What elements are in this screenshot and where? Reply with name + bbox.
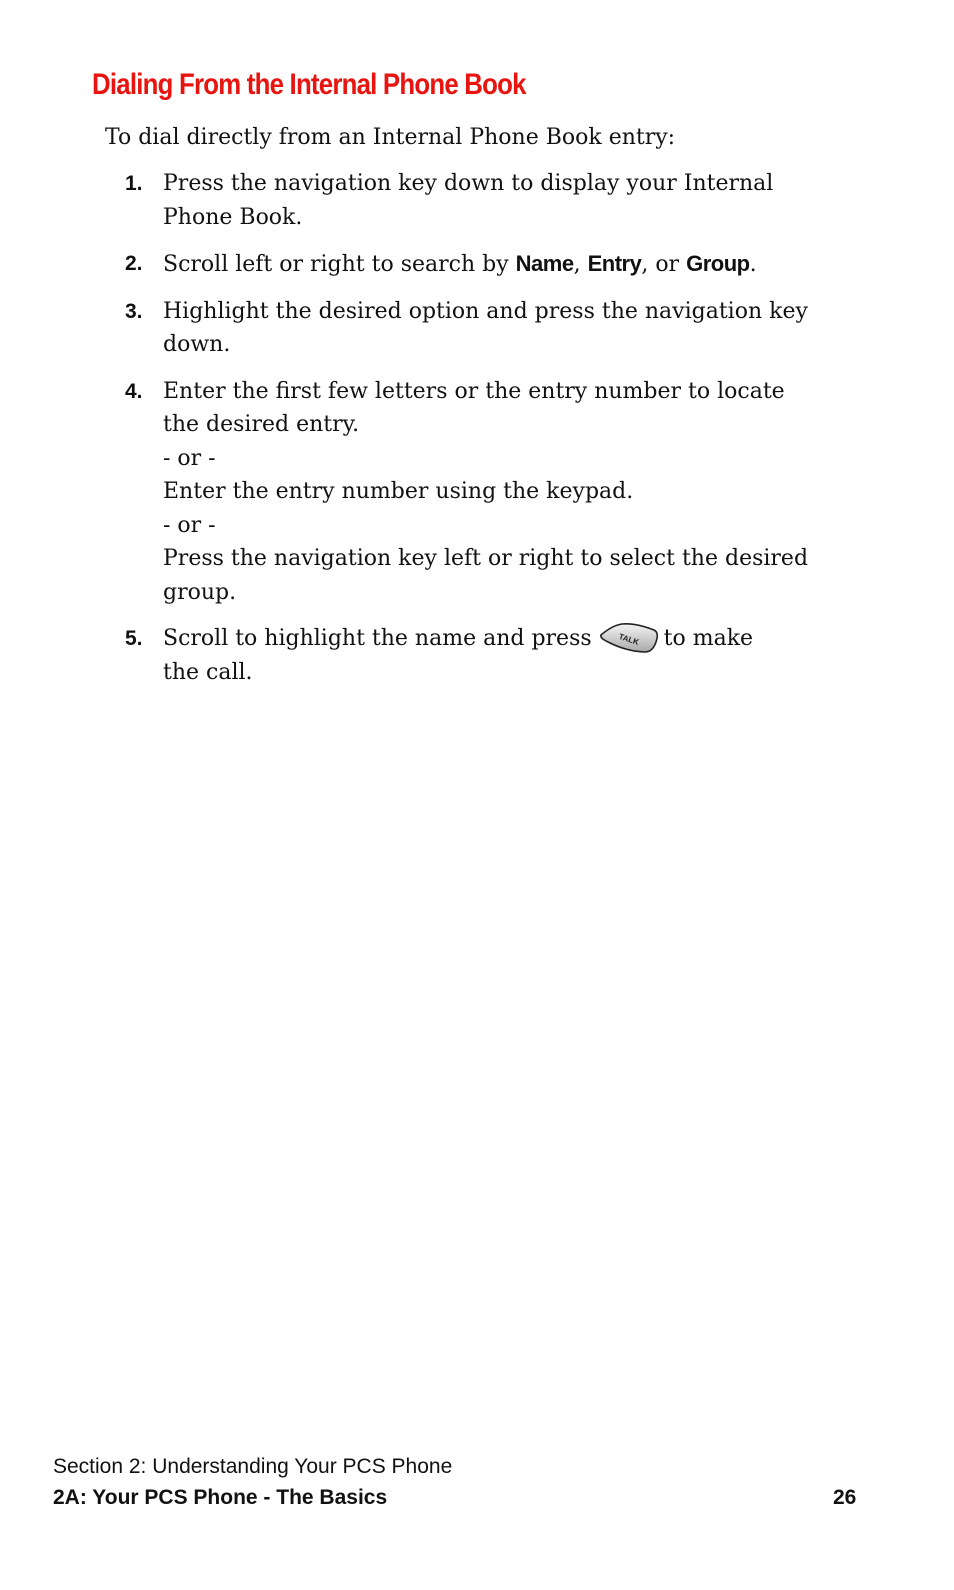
or-separator: - or - (163, 445, 216, 471)
step-text: the desired entry. (163, 412, 360, 437)
step-text: group. (163, 579, 237, 605)
step-number: 4. (125, 379, 143, 403)
section-heading: Dialing From the Internal Phone Book (92, 68, 526, 101)
or-separator: - or - (163, 512, 216, 538)
step-text (163, 247, 825, 282)
step-text: Press the navigation key left or right to select the desired (163, 546, 809, 571)
page-number: 26 (833, 1486, 857, 1509)
step-number: 1. (125, 172, 143, 195)
footer-chapter-title: 2A: Your PCS Phone - The Basics (53, 1486, 388, 1509)
step-text: Press the navigation key down to display your Internal (163, 171, 774, 196)
steps-list (125, 167, 825, 702)
step-text: the call. (163, 659, 253, 685)
step-text: Enter the first few letters or the entry number to locate (163, 378, 785, 404)
step-text-part: to make (663, 626, 754, 651)
step-text: Phone Book. (163, 204, 303, 230)
step-5 (125, 622, 825, 689)
step-text: down. (163, 332, 231, 357)
step-1 (125, 167, 825, 234)
step-text-part: Scroll to highlight the name and press (163, 626, 592, 651)
step-2 (125, 247, 825, 282)
talk-key-icon (598, 622, 660, 654)
separator: , or (641, 252, 687, 277)
separator: , (573, 252, 588, 277)
talk-key-label: TALK (617, 631, 640, 647)
step-number: 3. (125, 299, 143, 323)
keyword-group: Group (686, 251, 750, 276)
keyword-entry: Entry (587, 251, 642, 276)
footer-section-title: Section 2: Understanding Your PCS Phone (53, 1455, 453, 1478)
keyword-name: Name (515, 251, 574, 276)
step-number: 5. (125, 627, 143, 650)
step-text: Enter the entry number using the keypad. (163, 479, 634, 504)
step-4 (125, 375, 825, 610)
step-text: Highlight the desired option and press the navigation key (163, 298, 808, 324)
step-number: 2. (125, 252, 143, 275)
intro-text: To dial directly from an Internal Phone Book entry: (105, 125, 676, 150)
step-text-part: Scroll left or right to search by (163, 252, 516, 277)
step-3 (125, 295, 825, 362)
step-text-part: . (749, 252, 757, 277)
step-text (163, 622, 825, 656)
